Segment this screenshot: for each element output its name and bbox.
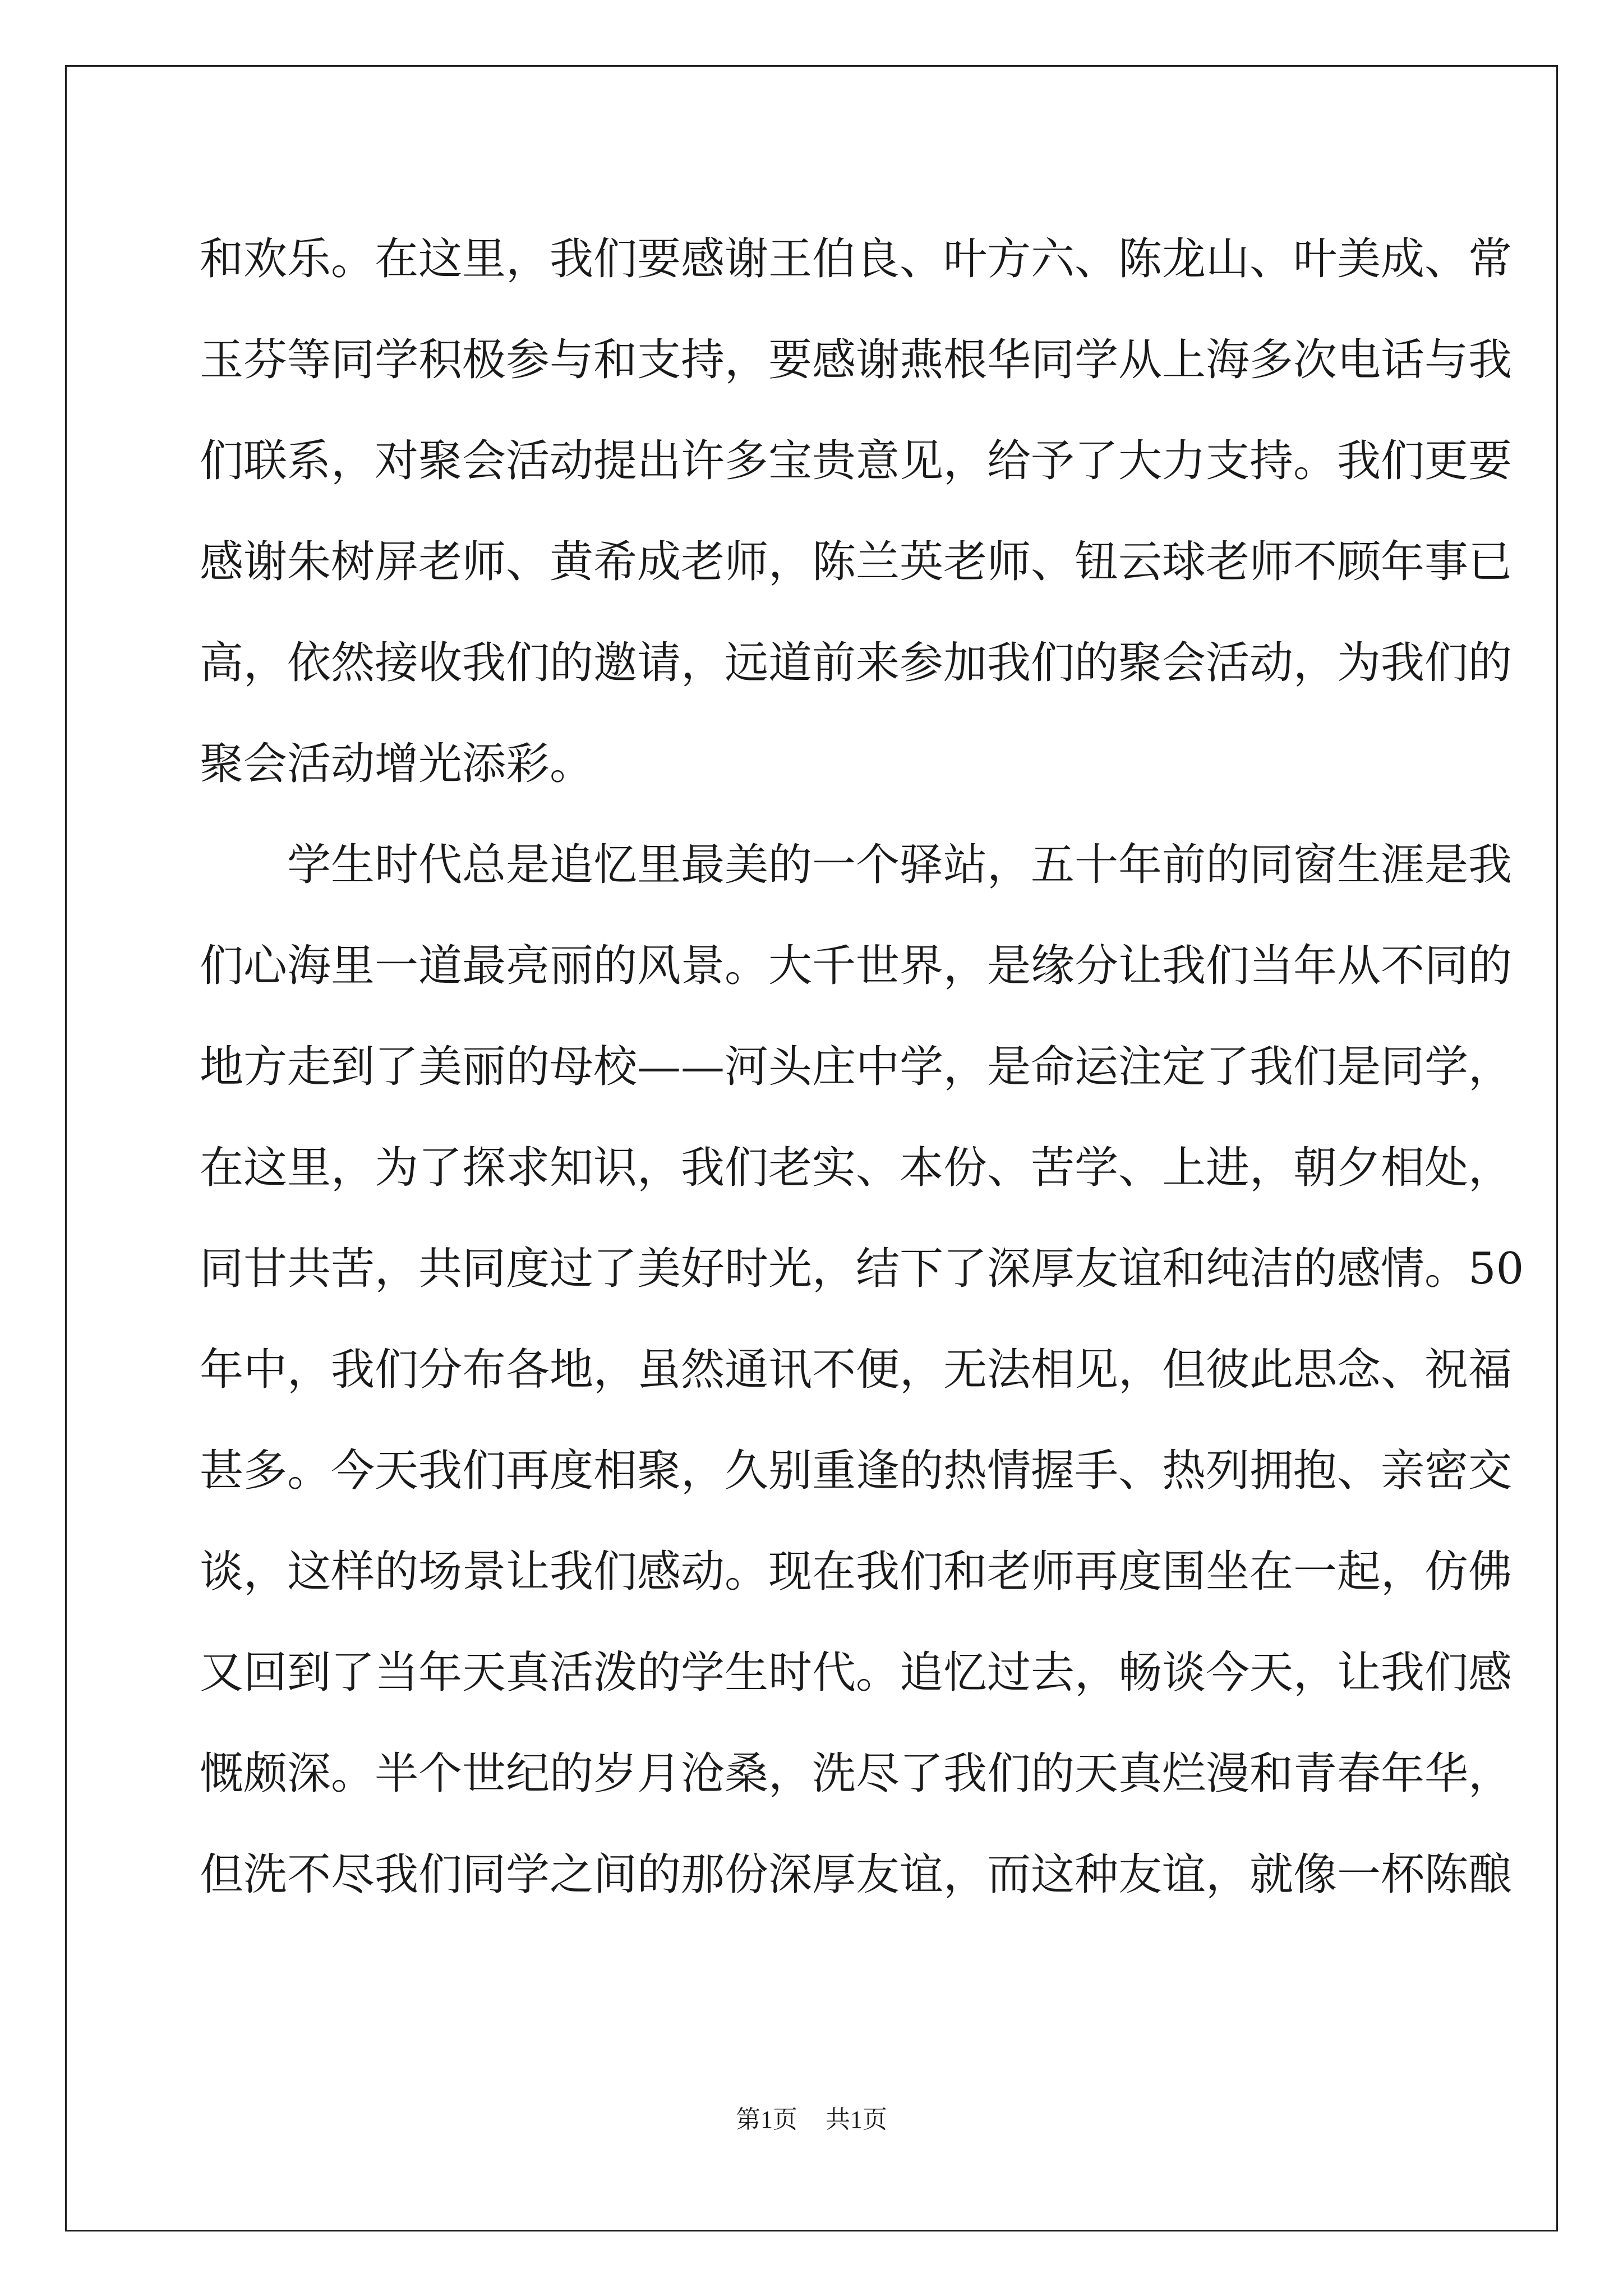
text-line: 谈，这样的场景让我们感动。现在我们和老师再度围坐在一起，仿佛 bbox=[200, 1547, 1513, 1597]
document-body bbox=[200, 209, 1524, 1925]
text-line: 们心海里一道最亮丽的风景。大千世界，是缘分让我们当年从不同的 bbox=[200, 941, 1513, 991]
page-footer bbox=[0, 2099, 1623, 2135]
text-line: 高，依然接收我们的邀请，远道前来参加我们的聚会活动，为我们的 bbox=[200, 638, 1513, 688]
text-line: 同甘共苦，共同度过了美好时光，结下了深厚友谊和纯洁的感情。50 bbox=[200, 1244, 1524, 1294]
paragraph-2 bbox=[200, 815, 1524, 1925]
text-line: 聚会活动增光添彩。 bbox=[200, 739, 594, 789]
text-line: 和欢乐。在这里，我们要感谢王伯良、叶方六、陈龙山、叶美成、常 bbox=[200, 234, 1513, 284]
text-line: 在这里，为了探求知识，我们老实、本份、苦学、上进，朝夕相处， bbox=[200, 1143, 1513, 1193]
text-line: 慨颇深。半个世纪的岁月沧桑，洗尽了我们的天真烂漫和青春年华， bbox=[200, 1749, 1513, 1799]
text-line: 感谢朱树屏老师、黄希成老师，陈兰英老师、钮云球老师不顾年事已 bbox=[200, 537, 1513, 587]
text-line: 玉芬等同学积极参与和支持，要感谢燕根华同学从上海多次电话与我 bbox=[200, 335, 1513, 385]
page-total: 共1页 bbox=[826, 2106, 887, 2133]
text-line: 但洗不尽我们同学之间的那份深厚友谊，而这种友谊，就像一杯陈酿 bbox=[200, 1849, 1513, 1900]
text-line: 地方走到了美丽的母校——河头庄中学，是命运注定了我们是同学， bbox=[200, 1042, 1513, 1092]
text-line: 学生时代总是追忆里最美的一个驿站，五十年前的同窗生涯是我 bbox=[287, 840, 1513, 890]
text-line: 年中，我们分布各地，虽然通讯不便，无法相见，但彼此思念、祝福 bbox=[200, 1345, 1513, 1395]
text-line: 甚多。今天我们再度相聚，久别重逢的热情握手、热列拥抱、亲密交 bbox=[200, 1446, 1513, 1496]
text-line: 们联系，对聚会活动提出许多宝贵意见，给予了大力支持。我们更要 bbox=[200, 436, 1513, 486]
text-line: 又回到了当年天真活泼的学生时代。追忆过去，畅谈今天，让我们感 bbox=[200, 1648, 1513, 1698]
paragraph-1 bbox=[200, 209, 1513, 815]
page-number: 第1页 bbox=[736, 2106, 797, 2133]
